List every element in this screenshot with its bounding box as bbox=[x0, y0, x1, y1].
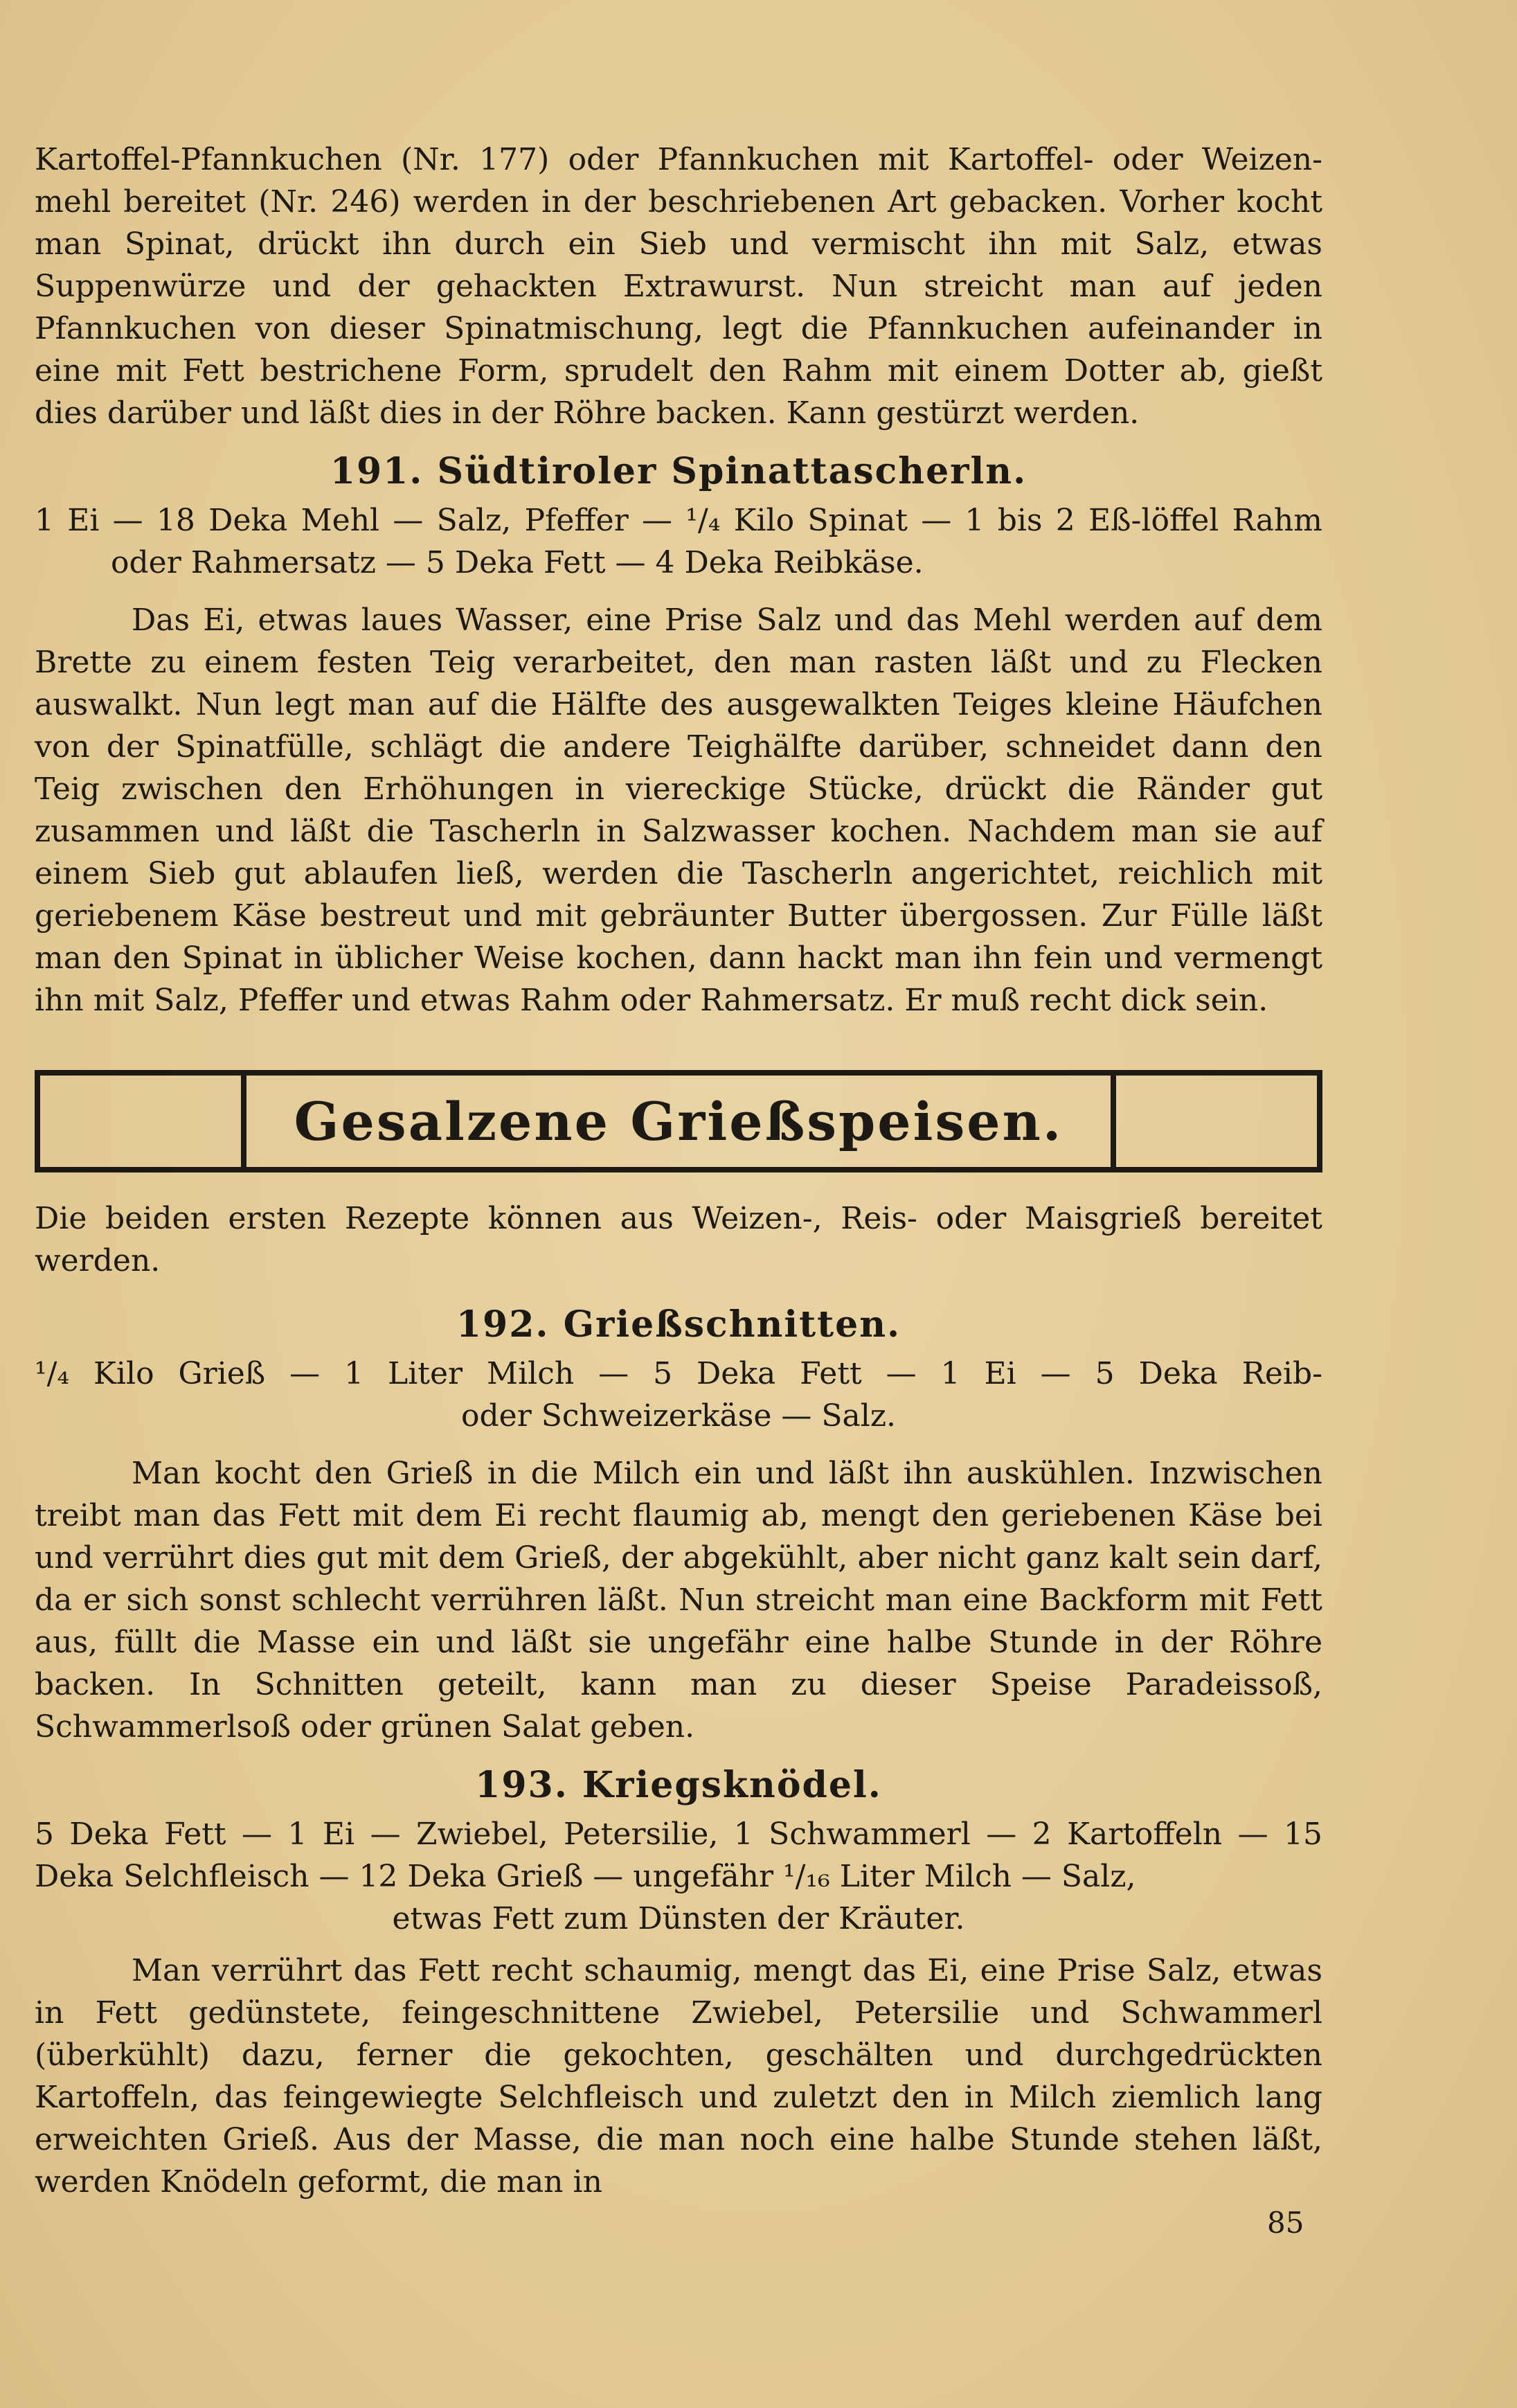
recipe-193-body: Man verrührt das Fett recht schaumig, mengt das Ei, eine Prise Salz, etwas in Fett gedünstete, feingeschnittene Zwiebel, Petersilie und Schwammerl (überkühlt) dazu, ferner die gekochten, geschälten und durchgedrückten Kartoffeln, das feingewiegte Selchfleisch und zuletzt den in Milch ziemlich lang erweichten Grieß. Aus der Masse, die man noch eine halbe Stunde stehen läßt, werden Knödeln geformt, die man in bbox=[35, 1953, 1322, 2200]
recipe-193-title: 193. Kriegsknödel. bbox=[475, 1764, 882, 1806]
recipe-191-ingredients: 1 Ei — 18 Deka Mehl — Salz, Pfeffer — ¹/₄ Kilo Spinat — 1 bis 2 Eß-löffel Rahm oder Rahmersatz — 5 Deka Fett — 4 Deka Reibkäse. bbox=[35, 503, 1322, 580]
section-title: Gesalzene Grießspeisen. bbox=[294, 1090, 1063, 1152]
recipe-191-title: 191. Südtiroler Spinattascherln. bbox=[330, 450, 1027, 492]
recipe-192-body: Man kocht den Grieß in die Milch ein und läßt ihn auskühlen. Inzwischen treibt man das Fett mit dem Ei recht flaumig ab, mengt den geriebenen Käse bei und verrührt dies gut mit dem Grieß, der abgekühlt, aber nicht ganz kalt sein darf, da er sich sonst schlecht verrühren läßt. Nun streicht man eine Backform mit Fett aus, füllt die Masse ein und läßt sie ungefähr eine halbe Stunde in der Röhre backen. In Schnitten geteilt, kann man zu dieser Speise Paradeissoß, Schwammerlsoß oder grünen Salat geben. bbox=[35, 1456, 1322, 1745]
banner-divider-right bbox=[1111, 1076, 1116, 1167]
banner-divider-left bbox=[241, 1076, 246, 1167]
page-content bbox=[35, 139, 1322, 2203]
recipe-193-ingredients: 5 Deka Fett — 1 Ei — Zwiebel, Petersilie, 1 Schwammerl — 2 Kartoffeln — 15 Deka Selchfleisch — 12 Deka Grieß — ungefähr ¹/₁₆ Liter Milch — Salz, bbox=[35, 1817, 1322, 1894]
recipe-191-body: Das Ei, etwas laues Wasser, eine Prise Salz und das Mehl werden auf dem Brette zu einem festen Teig verarbeitet, den man rasten läßt und zu Flecken auswalkt. Nun legt man auf die Hälfte des ausgewalkten Teiges kleine Häufchen von der Spinatfülle, schlägt die andere Teighälfte darüber, schneidet dann den Teig zwischen den Erhöhungen in viereckige Stücke, drückt die Ränder gut zusammen und läßt die Tascherln in Salzwasser kochen. Nachdem man sie auf einem Sieb gut ablaufen ließ, werden die Tascherln angerichtet, reichlich mit geriebenem Käse bestreut und mit gebräunter Butter übergossen. Zur Fülle läßt man den Spinat in üblicher Weise kochen, dann hackt man ihn fein und vermengt ihn mit Salz, Pfeffer und etwas Rahm oder Rahmersatz. Er muß recht dick sein. bbox=[35, 603, 1322, 1018]
recipe-192-title: 192. Grießschnitten. bbox=[456, 1303, 901, 1346]
recipe-192-ingredients-line2: oder Schweizerkäse — Salz. bbox=[461, 1398, 896, 1434]
section-banner bbox=[35, 1070, 1322, 1172]
section-note: Die beiden ersten Rezepte können aus Weizen-, Reis- oder Maisgrieß bereitet werden. bbox=[35, 1201, 1322, 1278]
page-number: 85 bbox=[1267, 2206, 1304, 2240]
recipe-193-ingredients-last: etwas Fett zum Dünsten der Kräuter. bbox=[392, 1901, 965, 1936]
recipe-192-ingredients-line1: ¹/₄ Kilo Grieß — 1 Liter Milch — 5 Deka Fett — 1 Ei — 5 Deka Reib- bbox=[35, 1356, 1322, 1391]
intro-paragraph: Kartoffel-Pfannkuchen (Nr. 177) oder Pfannkuchen mit Kartoffel- oder Weizen-mehl bereitet (Nr. 246) werden in der beschriebenen Art gebacken. Vorher kocht man Spinat, drückt ihn durch ein Sieb und vermischt ihn mit Salz, etwas Suppenwürze und der gehackten Extrawurst. Nun streicht man auf jeden Pfannkuchen von dieser Spinatmischung, legt die Pfannkuchen aufeinander in eine mit Fett bestrichene Form, sprudelt den Rahm mit einem Dotter ab, gießt dies darüber und läßt dies in der Röhre backen. Kann gestürzt werden. bbox=[35, 142, 1322, 431]
